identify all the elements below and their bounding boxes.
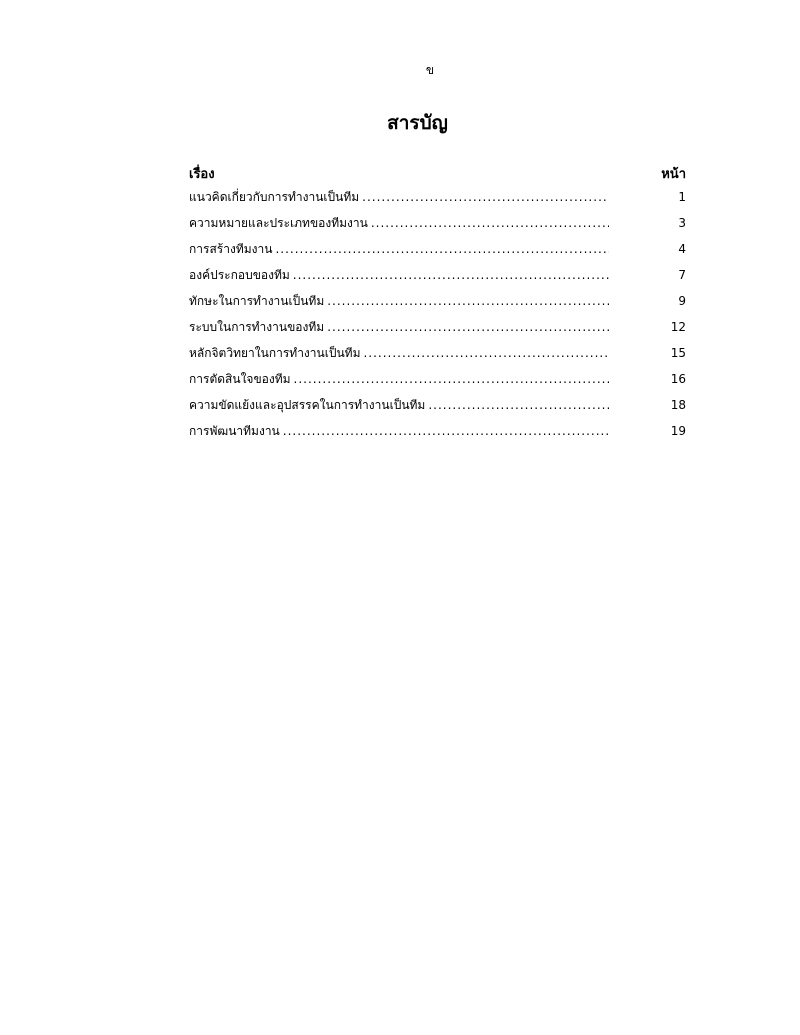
dot-leader bbox=[428, 392, 609, 418]
toc-entry bbox=[189, 236, 686, 262]
toc-entry-page: 4 bbox=[678, 242, 686, 256]
toc-entry-page: 19 bbox=[670, 424, 686, 438]
topic-column-header: เรื่อง bbox=[189, 167, 215, 182]
page-title: สารบัญ bbox=[387, 112, 448, 134]
toc-entry-title: หลักจิตวิทยาในการทำงานเป็นทีม bbox=[189, 346, 361, 360]
toc-entry-page: 15 bbox=[670, 346, 686, 360]
dot-leader bbox=[371, 210, 609, 236]
dot-leader bbox=[275, 236, 609, 262]
dot-leader bbox=[293, 262, 609, 288]
toc-entry-page: 16 bbox=[670, 372, 686, 386]
toc-entry-title: ความหมายและประเภทของทีมงาน bbox=[189, 216, 368, 230]
dot-leader bbox=[362, 184, 609, 210]
toc-entry bbox=[189, 262, 686, 288]
toc-entry-page: 1 bbox=[678, 190, 686, 204]
toc-entry-page: 3 bbox=[678, 216, 686, 230]
page-number: ข bbox=[425, 63, 435, 77]
toc-entry-page: 18 bbox=[670, 398, 686, 412]
toc-entry-title: การสร้างทีมงาน bbox=[189, 242, 273, 256]
dot-leader bbox=[327, 288, 609, 314]
toc-list bbox=[189, 184, 686, 444]
toc-entry-title: ระบบในการทำงานของทีม bbox=[189, 320, 325, 334]
toc-header bbox=[189, 163, 686, 183]
toc-entry-title: องค์ประกอบของทีม bbox=[189, 268, 290, 282]
toc-entry bbox=[189, 288, 686, 314]
toc-entry bbox=[189, 314, 686, 340]
toc-entry bbox=[189, 184, 686, 210]
toc-entry bbox=[189, 340, 686, 366]
dot-leader bbox=[283, 418, 609, 444]
toc-entry-page: 7 bbox=[678, 268, 686, 282]
dot-leader bbox=[363, 340, 609, 366]
dot-leader bbox=[294, 366, 609, 392]
toc-entry bbox=[189, 210, 686, 236]
dot-leader bbox=[327, 314, 609, 340]
toc-entry-title: ความขัดแย้งและอุปสรรคในการทำงานเป็นทีม bbox=[189, 398, 426, 412]
toc-entry-title: แนวคิดเกี่ยวกับการทำงานเป็นทีม bbox=[189, 190, 360, 204]
toc-entry-title: การพัฒนาทีมงาน bbox=[189, 424, 280, 438]
toc-entry bbox=[189, 418, 686, 444]
toc-entry-page: 9 bbox=[678, 294, 686, 308]
toc-entry-title: การตัดสินใจของทีม bbox=[189, 372, 291, 386]
toc-entry-page: 12 bbox=[670, 320, 686, 334]
page-column-header: หน้า bbox=[661, 167, 686, 182]
toc-entry bbox=[189, 392, 686, 418]
toc-entry-title: ทักษะในการทำงานเป็นทีม bbox=[189, 294, 325, 308]
toc-entry bbox=[189, 366, 686, 392]
